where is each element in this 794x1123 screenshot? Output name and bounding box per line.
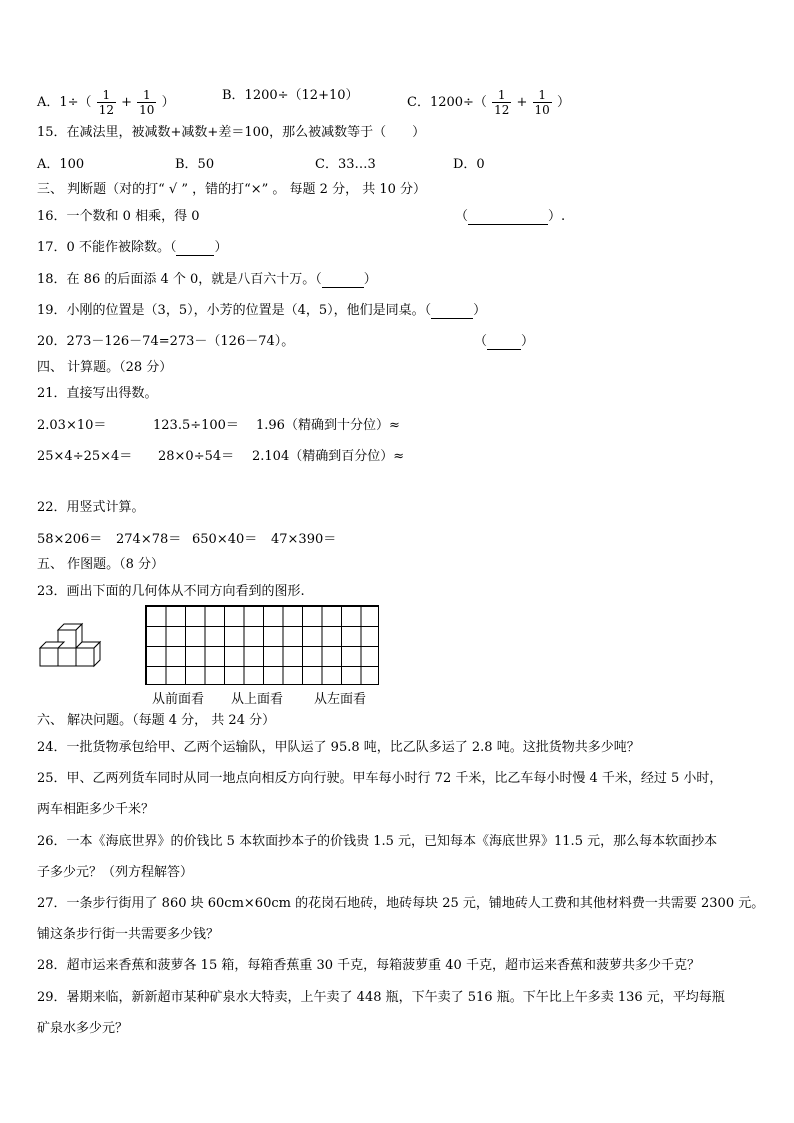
cube-solid-figure (36, 622, 106, 672)
q22-item: 274×78＝ (116, 532, 182, 547)
view-label-front: 从前面看 (152, 692, 205, 707)
q20-text: 20．273－126－74=273－（126－74）。 (37, 334, 295, 349)
q20-answer[interactable]: （ ） (474, 334, 535, 349)
fraction: $\frac{1}{10}$ (139, 88, 155, 117)
q27-line2: 铺这条步行街一共需要多少钱？ (37, 927, 220, 942)
answer-blank[interactable] (487, 337, 521, 350)
q16-text: 16．一个数和 0 相乘，得 0 (37, 209, 200, 224)
fraction: $\frac{1}{10}$ (534, 88, 550, 117)
q15-option-b: B．50 (175, 157, 215, 172)
q14-option-b: B．1200÷（12+10） (222, 88, 359, 103)
q23-title: 23．画出下面的几何体从不同方向看到的图形. (37, 584, 305, 599)
q15-option-d: D．0 (453, 157, 485, 172)
q26-line2: 子多少元？（列方程解答） (37, 865, 194, 880)
q22-item: 650×40＝ (192, 532, 258, 547)
q14-option-a: A．1÷（ $\frac{1}{12}$ + $\frac{1}{10}$ ） (37, 88, 175, 117)
answer-blank[interactable] (322, 275, 364, 288)
q18-text: 18．在 86 的后面添 4 个 0，就是八百六十万。（ ） (37, 272, 377, 287)
q24-text: 24．一批货物承包给甲、乙两个运输队，甲队运了 95.8 吨，比乙队多运了 2.8 吨。这批货物共多少吨？ (37, 740, 640, 755)
q26-line1: 26．一本《海底世界》的价钱比 5 本软面抄本子的价钱贵 1.5 元，已知每本《海底世界》11.5 元，那么每本软面抄本 (37, 834, 718, 849)
section5-title: 五、 作图题。（8 分） (37, 557, 165, 572)
fraction: $\frac{1}{12}$ (494, 88, 510, 117)
answer-blank[interactable] (431, 306, 473, 319)
view-label-left: 从左面看 (314, 692, 367, 707)
q21-item: 2.03×10＝ (37, 418, 107, 433)
q21-item: 2.104（精确到百分位）≈ (252, 449, 405, 464)
drawing-grid[interactable] (145, 605, 379, 685)
q25-line1: 25．甲、乙两列货车同时从同一地点向相反方向行驶。甲车每小时行 72 千米，比乙车每小时慢 4 千米，经过 5 小时， (37, 771, 723, 786)
q29-line2: 矿泉水多少元？ (37, 1021, 129, 1036)
q15-option-a: A．100 (37, 157, 85, 172)
view-label-top: 从上面看 (231, 692, 284, 707)
q22-title: 22．用竖式计算。 (37, 500, 145, 515)
q21-item: 1.96（精确到十分位）≈ (256, 418, 400, 433)
q14-option-c: C．1200÷（ $\frac{1}{12}$ + $\frac{1}{10}$ ） (407, 88, 570, 117)
q28-text: 28．超市运来香蕉和菠萝各 15 箱，每箱香蕉重 30 千克，每箱菠萝重 40 千克，超市运来香蕉和菠萝共多少千克？ (37, 958, 700, 973)
section3-title: 三、 判断题（对的打“ √ ” ，错的打“×” 。 每题 2 分， 共 10 分） (37, 182, 427, 197)
q17-text: 17．0 不能作被除数。（ ） (37, 240, 228, 255)
section4-title: 四、 计算题。（28 分） (37, 360, 173, 375)
q15-text: 15．在减法里，被减数+减数+差＝100，那么被减数等于（ ） (37, 125, 426, 140)
fraction: $\frac{1}{12}$ (98, 88, 114, 117)
q21-title: 21．直接写出得数。 (37, 386, 158, 401)
q21-item: 28×0÷54＝ (158, 449, 235, 464)
section6-title: 六、 解决问题。（每题 4 分， 共 24 分） (37, 713, 276, 728)
q21-item: 123.5÷100＝ (153, 418, 239, 433)
q22-item: 47×390＝ (271, 532, 337, 547)
answer-blank[interactable] (176, 243, 214, 256)
q21-item: 25×4÷25×4＝ (37, 449, 133, 464)
q22-item: 58×206＝ (37, 532, 103, 547)
q16-answer[interactable]: （ ）. (455, 209, 566, 224)
q25-line2: 两车相距多少千米？ (37, 802, 155, 817)
q27-line1: 27．一条步行街用了 860 块 60cm×60cm 的花岗石地砖，地砖每块 25 元，铺地砖人工费和其他材料费一共需要 2300 元。 (37, 896, 765, 911)
answer-blank[interactable] (468, 212, 548, 225)
q29-line1: 29．暑期来临，新新超市某种矿泉水大特卖，上午卖了 448 瓶，下午卖了 516 瓶。下午比上午多卖 136 元，平均每瓶 (37, 990, 725, 1005)
q19-text: 19．小刚的位置是（3，5），小芳的位置是（4，5），他们是同桌。（ ） (37, 303, 487, 318)
q15-option-c: C．33…3 (315, 157, 376, 172)
